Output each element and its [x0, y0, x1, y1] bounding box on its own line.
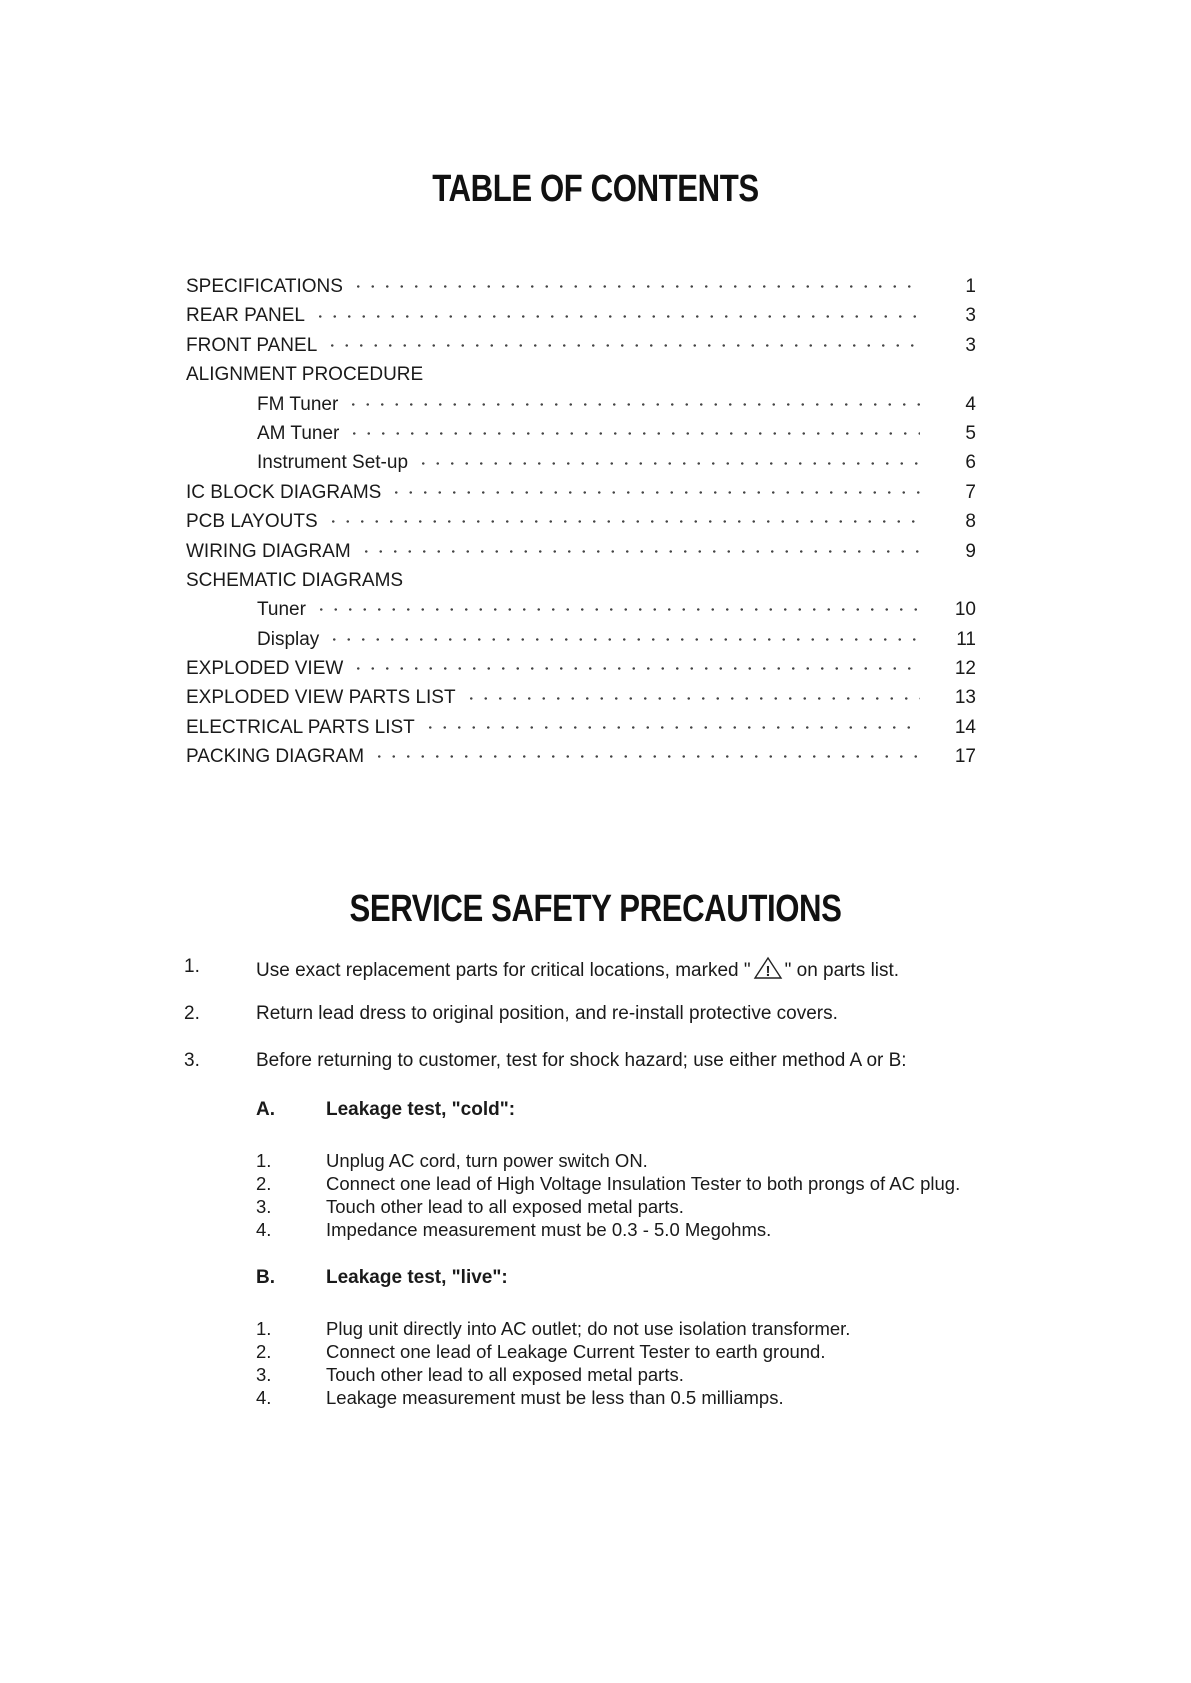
step-text-part: Use exact replacement parts for critical locations, marked ": [256, 960, 751, 981]
toc-entry-label: FRONT PANEL: [186, 334, 318, 356]
method-step-text: Unplug AC cord, turn power switch ON.: [326, 1150, 648, 1171]
method-step-text: Touch other lead to all exposed metal parts.: [326, 1364, 684, 1385]
dot-leader: [325, 331, 920, 360]
method-step-text: Plug unit directly into AC outlet; do not use isolation transformer.: [326, 1318, 851, 1339]
method-step: [256, 1149, 1064, 1172]
dot-leader: [372, 742, 920, 771]
toc-entry-label: SPECIFICATIONS: [186, 276, 343, 297]
toc-entry-front-panel[interactable]: [186, 331, 976, 360]
toc-entry-fm-tuner[interactable]: [186, 390, 976, 419]
toc-entry-label: AM Tuner: [257, 422, 340, 444]
dot-leader: [351, 272, 920, 301]
method-step-number: 1.: [256, 1150, 272, 1171]
step-number: 3.: [184, 1050, 200, 1071]
method-step-number: 3.: [256, 1196, 272, 1217]
method-step-number: 4.: [256, 1387, 272, 1408]
toc-entry-page: 8: [965, 511, 976, 533]
toc-entry-page: 10: [954, 599, 976, 621]
method-step: [256, 1363, 1064, 1386]
toc-entry-page: 9: [965, 540, 976, 562]
warning-triangle-icon: [753, 956, 783, 986]
method-heading: [256, 1099, 1064, 1149]
method-step-text: Connect one lead of Leakage Current Tester to earth ground.: [326, 1341, 826, 1362]
method-step: [256, 1386, 1064, 1409]
toc-entry-label: IC BLOCK DIAGRAMS: [186, 481, 382, 503]
method-step-text: Impedance measurement must be 0.3 - 5.0 Megohms.: [326, 1219, 772, 1240]
step-text: Before returning to customer, test for shock hazard; use either method A or B:: [256, 1050, 907, 1071]
toc-entry-page: 12: [954, 658, 976, 680]
method-step-text: Connect one lead of High Voltage Insulation Tester to both prongs of AC plug.: [326, 1173, 961, 1194]
toc-entry-label: REAR PANEL: [186, 305, 305, 327]
toc-entry-label: ELECTRICAL PARTS LIST: [186, 716, 415, 738]
step-text: Return lead dress to original position, and re-install protective covers.: [256, 1003, 838, 1024]
toc-title: TABLE OF CONTENTS: [432, 168, 759, 210]
toc-entry-label: Display: [257, 628, 320, 650]
dot-leader: [314, 595, 920, 624]
method-a: [256, 1099, 1064, 1241]
toc-entry-display[interactable]: [186, 625, 976, 654]
method-steps: [256, 1149, 1064, 1241]
toc-entry-page: 13: [954, 687, 976, 709]
method-step-number: 3.: [256, 1364, 272, 1385]
toc-entry-schematic-diagrams: [186, 566, 976, 595]
toc-entry-page: 6: [965, 452, 976, 474]
toc-entry-exploded-view-parts-list[interactable]: [186, 683, 976, 712]
toc-entry-instrument-setup[interactable]: [186, 448, 976, 477]
safety-step: [184, 1003, 1064, 1050]
method-step-text: Leakage measurement must be less than 0.5 milliamps.: [326, 1387, 784, 1408]
method-step: [256, 1317, 1064, 1340]
dot-leader: [313, 302, 920, 331]
method-letter: B.: [256, 1267, 275, 1288]
toc-entry-tuner[interactable]: [186, 595, 976, 624]
step-number: 1.: [184, 956, 200, 977]
method-step-number: 2.: [256, 1173, 272, 1194]
dot-leader: [347, 419, 920, 448]
toc-entry-label: Instrument Set-up: [257, 452, 409, 474]
dot-leader: [346, 390, 920, 419]
dot-leader: [416, 449, 920, 478]
toc-entry-page: 4: [965, 393, 976, 415]
table-of-contents: [186, 272, 976, 772]
svg-text:!: !: [765, 963, 771, 980]
toc-entry-page: 5: [965, 422, 976, 444]
method-title: Leakage test, "cold":: [326, 1099, 516, 1120]
toc-entry-packing-diagram[interactable]: [186, 742, 976, 771]
toc-entry-label: PCB LAYOUTS: [186, 511, 318, 533]
method-steps: [256, 1317, 1064, 1409]
safety-step: [184, 1050, 1064, 1097]
step-text-part: " on parts list.: [784, 960, 900, 981]
toc-entry-alignment-procedure: [186, 360, 976, 389]
toc-entry-label: EXPLODED VIEW PARTS LIST: [186, 687, 456, 709]
toc-entry-specifications[interactable]: [186, 272, 976, 301]
method-step-number: 1.: [256, 1318, 272, 1339]
dot-leader: [359, 537, 920, 566]
toc-entry-label: FM Tuner: [257, 393, 339, 415]
dot-leader: [326, 507, 920, 536]
toc-entry-page: 11: [956, 628, 976, 650]
safety-step: [184, 956, 1064, 1003]
dot-leader: [423, 713, 920, 742]
method-letter: A.: [256, 1099, 275, 1120]
toc-entry-label: EXPLODED VIEW: [186, 658, 344, 680]
toc-entry-label: SCHEMATIC DIAGRAMS: [186, 569, 404, 591]
toc-entry-page: 7: [965, 481, 976, 503]
toc-entry-wiring-diagram[interactable]: [186, 537, 976, 566]
toc-entry-electrical-parts-list[interactable]: [186, 713, 976, 742]
toc-entry-page: 14: [954, 716, 976, 738]
toc-entry-pcb-layouts[interactable]: [186, 507, 976, 536]
toc-entry-page: 3: [965, 305, 976, 327]
method-title: Leakage test, "live":: [326, 1267, 508, 1288]
dot-leader: [464, 684, 920, 713]
toc-entry-ic-block-diagrams[interactable]: [186, 478, 976, 507]
method-step-number: 4.: [256, 1219, 272, 1240]
method-step-text: Touch other lead to all exposed metal parts.: [326, 1196, 684, 1217]
toc-entry-am-tuner[interactable]: [186, 419, 976, 448]
toc-entry-label: Tuner: [257, 599, 306, 621]
toc-entry-page: 1: [965, 276, 976, 297]
toc-entry-label: ALIGNMENT PROCEDURE: [186, 364, 424, 386]
method-step: [256, 1340, 1064, 1363]
step-number: 2.: [184, 1003, 200, 1024]
method-step-number: 2.: [256, 1341, 272, 1362]
method-step: [256, 1195, 1064, 1218]
method-step: [256, 1172, 1064, 1195]
toc-entry-page: 3: [965, 334, 976, 356]
dot-leader: [389, 478, 920, 507]
method-heading: [256, 1267, 1064, 1317]
toc-entry-rear-panel[interactable]: [186, 301, 976, 330]
step-text: [256, 956, 1064, 986]
method-step: [256, 1218, 1064, 1241]
toc-entry-page: 17: [954, 746, 976, 768]
safety-title: SERVICE SAFETY PRECAUTIONS: [349, 888, 842, 930]
method-b: [256, 1267, 1064, 1409]
dot-leader: [327, 625, 920, 654]
safety-steps: [184, 956, 1064, 1435]
toc-entry-label: WIRING DIAGRAM: [186, 540, 351, 562]
dot-leader: [351, 654, 920, 683]
toc-entry-label: PACKING DIAGRAM: [186, 746, 365, 768]
toc-entry-exploded-view[interactable]: [186, 654, 976, 683]
